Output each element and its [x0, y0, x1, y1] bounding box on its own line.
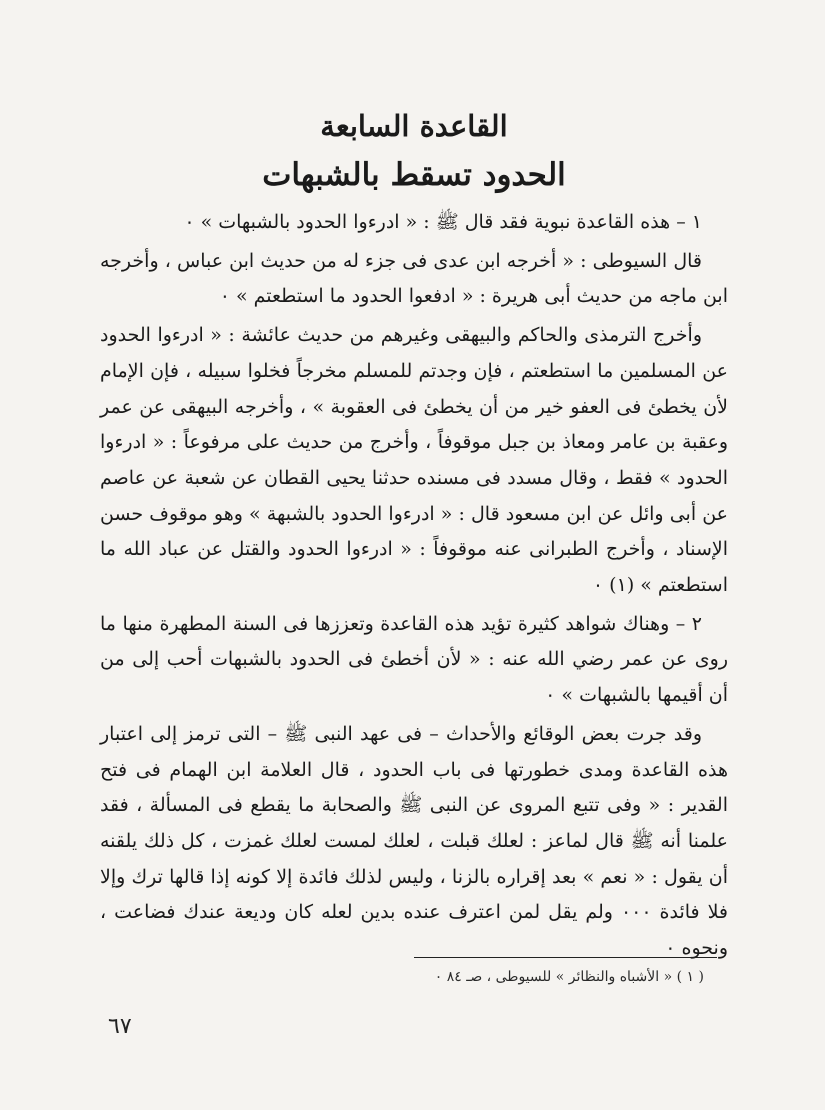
- footnote-separator: [414, 957, 717, 958]
- paragraph-3: وأخرج الترمذى والحاكم والبيهقى وغيرهم من حديث عائشة : « ادرءوا الحدود عن المسلمين ما استطعتم ، فإن وجدتم للمسلم مخرجاً فخلوا سبيله ، فإن الإمام لأن يخطئ فى العفو خير من أن يخطئ فى العقوبة » ، وأخرجه البيهقى عن عمر وعقبة بن عامر ومعاذ بن جبل موقوفاً ، وأخرج من حديث على مرفوعاً : « ادرءوا الحدود » فقط ، وقال مسدد فى مسنده حدثنا يحيى القطان عن شعبة عن عاصم عن أبى وائل عن ابن مسعود قال : « ادرءوا الحدود بالشبهة » وهو موقوف حسن الإسناد ، وأخرج الطبرانى عنه موقوفاً : « ادرءوا الحدود والقتل عن عباد الله ما استطعتم » (١) ٠: [100, 324, 728, 597]
- paragraph-1: ١ – هذه القاعدة نبوية فقد قال ﷺ : « ادرءوا الحدود بالشبهات » ٠: [184, 211, 702, 233]
- paragraph-2: قال السيوطى : « أخرجه ابن عدى فى جزء له من حديث ابن عباس ، وأخرجه ابن ماجه من حديث أبى هريرة : « ادفعوا الحدود ما استطعتم » ٠: [100, 249, 728, 308]
- chapter-title: القاعدة السابعة: [320, 109, 508, 143]
- page-number: ٦٧: [108, 1014, 132, 1039]
- paragraph-5: وقد جرت بعض الوقائع والأحداث – فى عهد النبى ﷺ – التى ترمز إلى اعتبار هذه القاعدة ومدى خطورتها فى باب الحدود ، قال العلامة ابن الهمام فى فتح القدير : « وفى تتبع المروى عن النبى ﷺ والصحابة ما يقطع فى المسألة ، فقد علمنا أنه ﷺ قال لماعز : لعلك قبلت ، لعلك لمست لعلك غمزت ، كل ذلك يلقنه أن يقول : « نعم » بعد إقراره بالزنا ، وليس لذلك فائدة إلا كونه إذا قالها ترك وإلا فلا فائدة ٠٠٠ ولم يقل لمن اعترف عنده بدين لعله كان وديعة عندك فضاعت ، ونحوه ٠: [100, 722, 728, 960]
- body-text: [100, 205, 728, 970]
- footnote: ( ١ ) « الأشباه والنظائر » للسيوطى ، صـ ٨٤ ٠: [434, 969, 704, 985]
- chapter-subtitle: الحدود تسقط بالشبهات: [262, 157, 566, 193]
- paragraph-4: ٢ – وهناك شواهد كثيرة تؤيد هذه القاعدة وتعززها فى السنة المطهرة منها ما روى عن عمر رضي الله عنه : « لأن أخطئ فى الحدود بالشبهات أحب إلى من أن أقيمها بالشبهات » ٠: [100, 612, 728, 707]
